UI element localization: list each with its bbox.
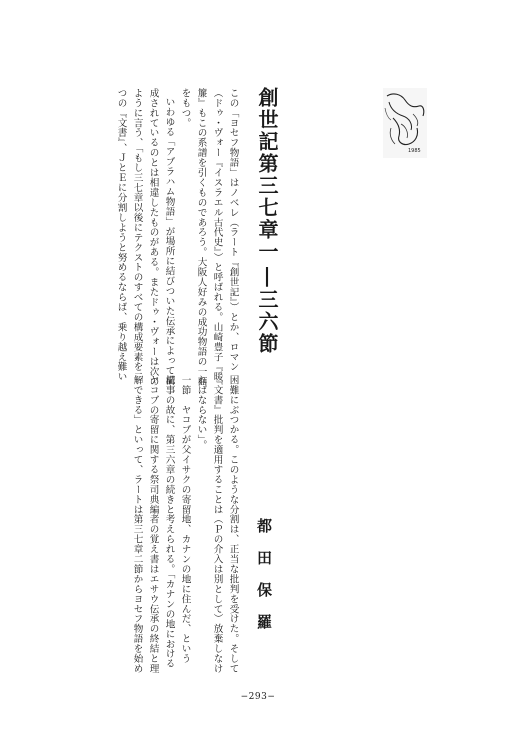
text-column: ればならない」。	[195, 375, 207, 450]
text-column: 成されているのとは相違したものがある。またドゥ・ヴォーは次の	[147, 88, 159, 387]
page-number: −293−	[240, 692, 276, 702]
illustration-signature: 1985	[408, 148, 421, 154]
author-name: 都田保羅	[255, 518, 273, 646]
text-column: 解できる」といって、ラートは第三七章二節からヨセフ物語を始め	[131, 375, 143, 674]
text-column: 困難にぶつかる。このような分割は、正当な批判を受けた。そして	[227, 375, 239, 674]
text-column: をもつ。	[179, 88, 191, 128]
text-column: ように言う、「もし三七章以後にテクストのすべての構成要素を二	[131, 88, 143, 382]
text-column: ヤコブの寄留に関する祭司典編者の覚え書はエサウ伝承の終結と理	[147, 375, 159, 674]
illustration-figure	[383, 88, 427, 158]
text-column: 記事の故に、第三六章の続きと考えられる。「カナンの地における	[163, 375, 175, 669]
article-title: 創世記第三七章一|三六節	[255, 87, 279, 355]
text-column: いわゆる「アブラハム物語」が場所に結びついた伝承によって構	[163, 97, 175, 386]
text-column: （ドゥ・ヴォー『イスラエル古代史』）と呼ばれる。山崎豊子『暖	[211, 88, 223, 382]
text-column: つの『文書』、ＪとＥに分割しようと努めるならば、乗り越え難い	[115, 88, 127, 382]
text-column: 一節 ヤコブが父イサクの寄留地、カナンの地に住んだ、という	[179, 375, 191, 664]
text-column: 『文書』批判を適用することは（Ｐの介入は別として）放棄しなけ	[211, 375, 223, 674]
text-column: この「ヨセフ物語」はノベレ（ラート『創世記』）とか、ロマン	[227, 88, 239, 372]
text-column: 簾』もこの系譜を引くものであろう。大阪人好みの成功物語の一面	[195, 88, 207, 387]
